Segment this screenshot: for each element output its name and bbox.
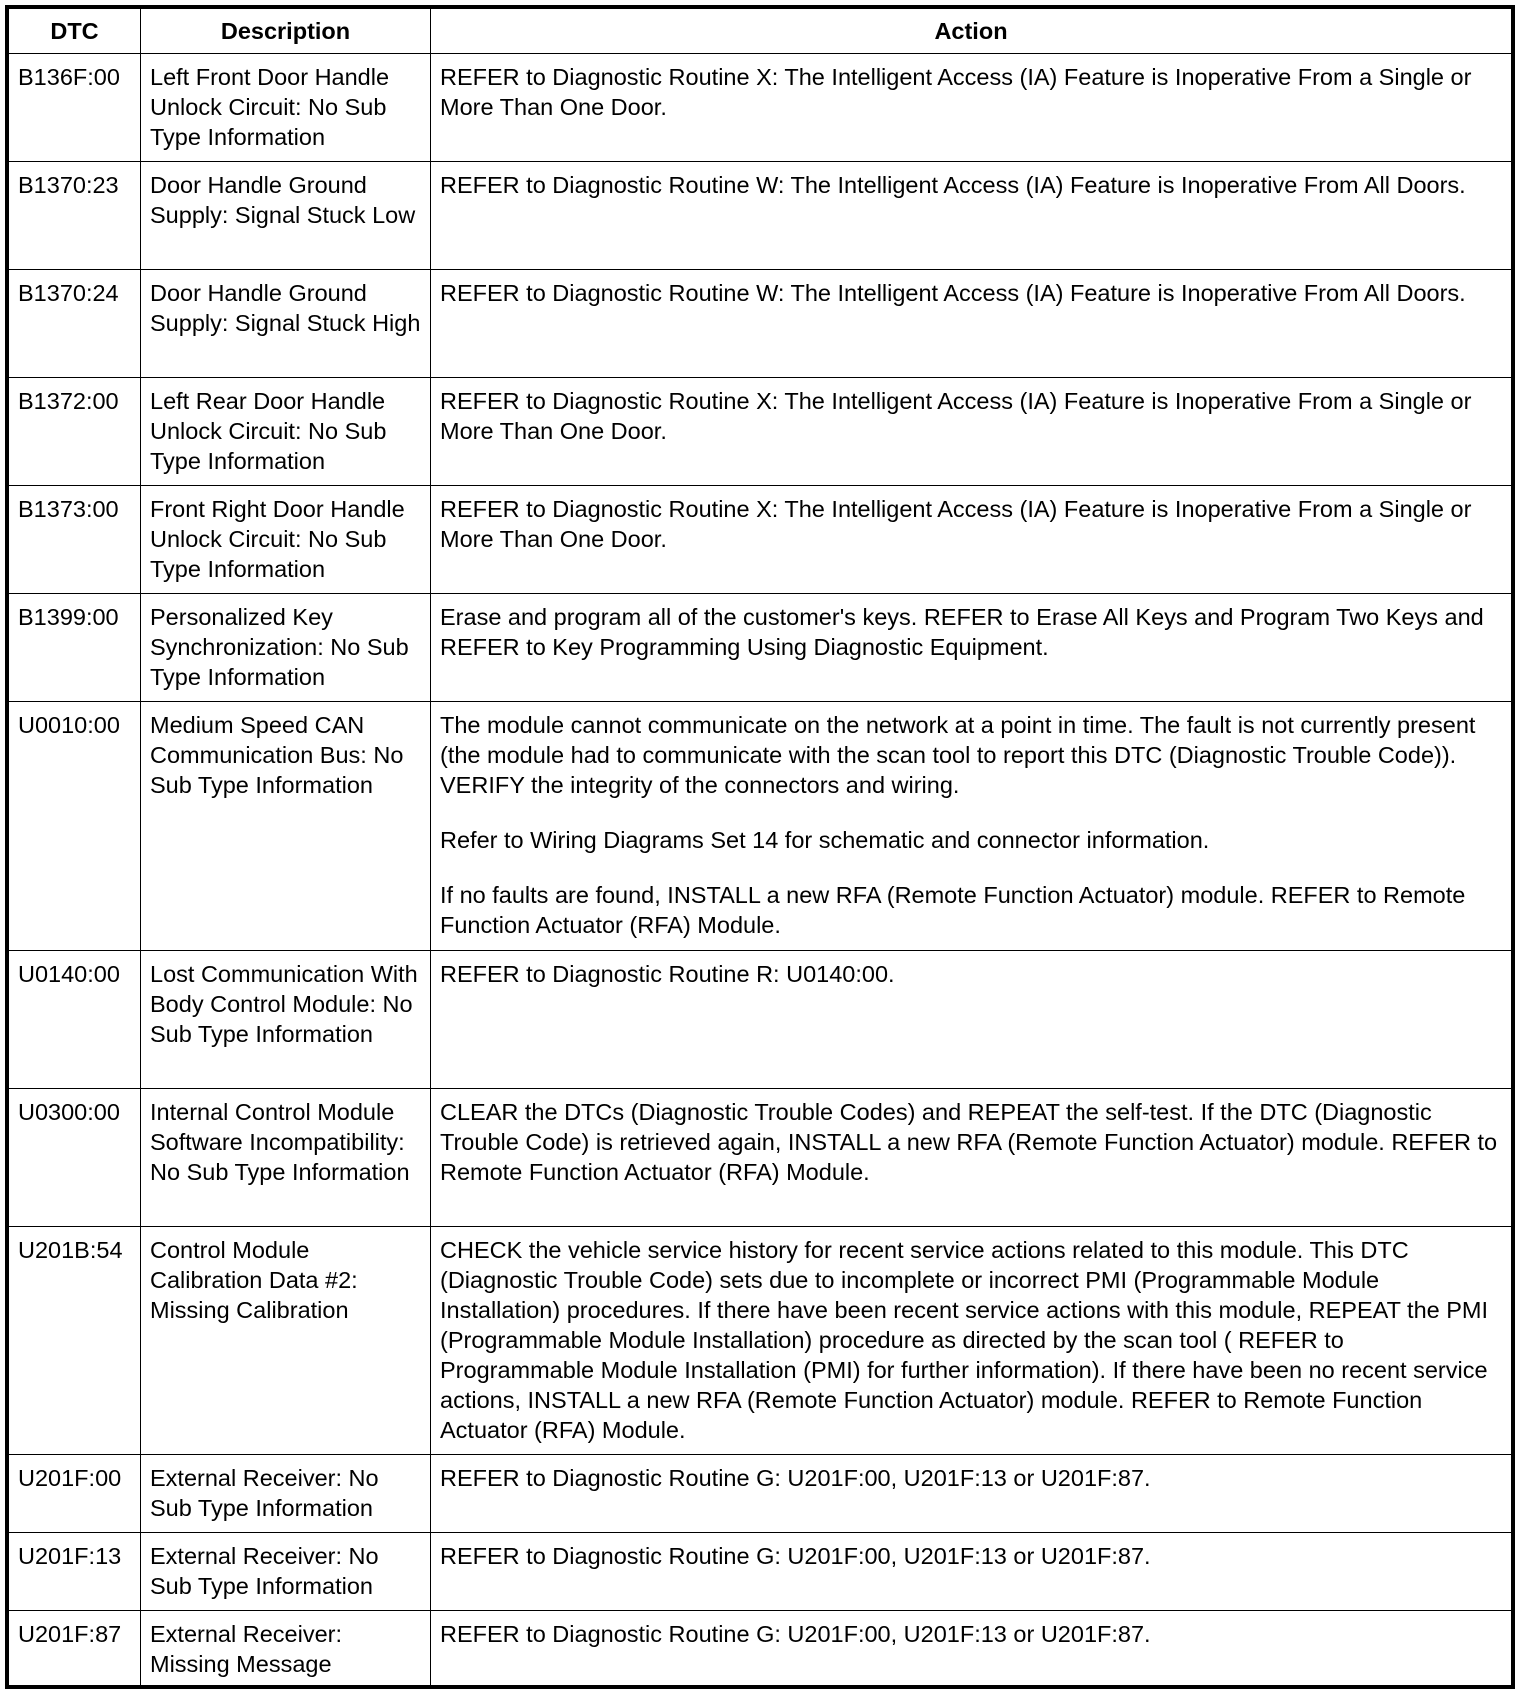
- action-paragraph: CLEAR the DTCs (Diagnostic Trouble Codes) and REPEAT the self-test. If the DTC (Diagnostic Trouble Code) is retrieved again, INSTALL a new RFA (Remote Function Actuator) module. REFER to Remote Function Actuator (RFA) Module.: [440, 1099, 1498, 1185]
- table-row: [9, 702, 1512, 951]
- table-row: [9, 270, 1512, 378]
- table-row: [9, 378, 1512, 486]
- dtc-action: [431, 702, 1512, 951]
- table-row: [9, 54, 1512, 162]
- table-row: [9, 486, 1512, 594]
- action-paragraph: REFER to Diagnostic Routine W: The Intelligent Access (IA) Feature is Inoperative From All Doors.: [440, 172, 1466, 198]
- dtc-description: Door Handle Ground Supply: Signal Stuck High: [141, 270, 431, 378]
- header-row: [9, 9, 1512, 54]
- header-action: Action: [431, 9, 1512, 54]
- dtc-description: External Receiver: No Sub Type Information: [141, 1455, 431, 1533]
- dtc-code: B1370:23: [9, 162, 141, 270]
- dtc-code: B1370:24: [9, 270, 141, 378]
- dtc-action: [431, 54, 1512, 162]
- action-paragraph: REFER to Diagnostic Routine G: U201F:00, U201F:13 or U201F:87.: [440, 1543, 1151, 1569]
- table-row: [9, 162, 1512, 270]
- dtc-description: Left Front Door Handle Unlock Circuit: No Sub Type Information: [141, 54, 431, 162]
- dtc-action: [431, 162, 1512, 270]
- table-row: [9, 951, 1512, 1089]
- dtc-table: [8, 8, 1512, 1686]
- action-paragraph: REFER to Diagnostic Routine G: U201F:00, U201F:13 or U201F:87.: [440, 1621, 1151, 1647]
- table-row: [9, 1533, 1512, 1611]
- table-row: [9, 1227, 1512, 1455]
- table-row: [9, 594, 1512, 702]
- table-row: [9, 1089, 1512, 1227]
- dtc-action: [431, 270, 1512, 378]
- dtc-code: B1399:00: [9, 594, 141, 702]
- dtc-code: U201F:87: [9, 1611, 141, 1686]
- dtc-action: [431, 486, 1512, 594]
- table-row: [9, 1455, 1512, 1533]
- dtc-action: [431, 1455, 1512, 1533]
- dtc-code: U201B:54: [9, 1227, 141, 1455]
- dtc-action: [431, 594, 1512, 702]
- table-row: [9, 1611, 1512, 1686]
- action-paragraph: The module cannot communicate on the network at a point in time. The fault is not currently present (the module had to communicate with the scan tool to report this DTC (Diagnostic Trouble Code)). VERIFY the integrity of the connectors and wiring.: [440, 712, 1476, 798]
- dtc-action: [431, 1611, 1512, 1686]
- action-paragraph: REFER to Diagnostic Routine X: The Intelligent Access (IA) Feature is Inoperative From a Single or More Than One Door.: [440, 496, 1472, 552]
- action-paragraph: REFER to Diagnostic Routine X: The Intelligent Access (IA) Feature is Inoperative From a Single or More Than One Door.: [440, 64, 1472, 120]
- action-paragraph: REFER to Diagnostic Routine W: The Intelligent Access (IA) Feature is Inoperative From All Doors.: [440, 280, 1466, 306]
- dtc-description: Lost Communication With Body Control Module: No Sub Type Information: [141, 951, 431, 1089]
- dtc-description: Control Module Calibration Data #2: Missing Calibration: [141, 1227, 431, 1455]
- action-paragraph: Refer to Wiring Diagrams Set 14 for schematic and connector information.: [440, 827, 1210, 853]
- dtc-code: B1372:00: [9, 378, 141, 486]
- dtc-action: [431, 951, 1512, 1089]
- dtc-action: [431, 1089, 1512, 1227]
- dtc-description: Front Right Door Handle Unlock Circuit: No Sub Type Information: [141, 486, 431, 594]
- dtc-description: External Receiver: Missing Message: [141, 1611, 431, 1686]
- action-paragraph: Erase and program all of the customer's keys. REFER to Erase All Keys and Program Two Keys and REFER to Key Programming Using Diagnostic Equipment.: [440, 604, 1484, 660]
- dtc-action: [431, 1227, 1512, 1455]
- dtc-code: B1373:00: [9, 486, 141, 594]
- dtc-description: Personalized Key Synchronization: No Sub Type Information: [141, 594, 431, 702]
- dtc-code: U201F:00: [9, 1455, 141, 1533]
- action-paragraph: REFER to Diagnostic Routine X: The Intelligent Access (IA) Feature is Inoperative From a Single or More Than One Door.: [440, 388, 1472, 444]
- dtc-code: U0300:00: [9, 1089, 141, 1227]
- dtc-code: U0140:00: [9, 951, 141, 1089]
- header-dtc: DTC: [9, 9, 141, 54]
- dtc-code: B136F:00: [9, 54, 141, 162]
- dtc-description: Door Handle Ground Supply: Signal Stuck Low: [141, 162, 431, 270]
- action-paragraph: REFER to Diagnostic Routine R: U0140:00.: [440, 961, 895, 987]
- dtc-action: [431, 1533, 1512, 1611]
- action-paragraph: If no faults are found, INSTALL a new RFA (Remote Function Actuator) module. REFER to Remote Function Actuator (RFA) Module.: [440, 882, 1466, 938]
- dtc-description: External Receiver: No Sub Type Information: [141, 1533, 431, 1611]
- header-description: Description: [141, 9, 431, 54]
- dtc-code: U0010:00: [9, 702, 141, 951]
- dtc-table-frame: [5, 5, 1515, 1689]
- dtc-description: Left Rear Door Handle Unlock Circuit: No Sub Type Information: [141, 378, 431, 486]
- action-paragraph: CHECK the vehicle service history for recent service actions related to this module. This DTC (Diagnostic Trouble Code) sets due to incomplete or incorrect PMI (Programmable Module Installation) procedures. If there have been recent service actions with this module, REPEAT the PMI (Programmable Module Installation) procedure as directed by the scan tool ( REFER to Programmable Module Installation (PMI) for further information). If there have been no recent service actions, INSTALL a new RFA (Remote Function Actuator) module. REFER to Remote Function Actuator (RFA) Module.: [440, 1237, 1489, 1443]
- dtc-code: U201F:13: [9, 1533, 141, 1611]
- dtc-description: Medium Speed CAN Communication Bus: No Sub Type Information: [141, 702, 431, 951]
- dtc-description: Internal Control Module Software Incompatibility: No Sub Type Information: [141, 1089, 431, 1227]
- dtc-action: [431, 378, 1512, 486]
- action-paragraph: REFER to Diagnostic Routine G: U201F:00, U201F:13 or U201F:87.: [440, 1465, 1151, 1491]
